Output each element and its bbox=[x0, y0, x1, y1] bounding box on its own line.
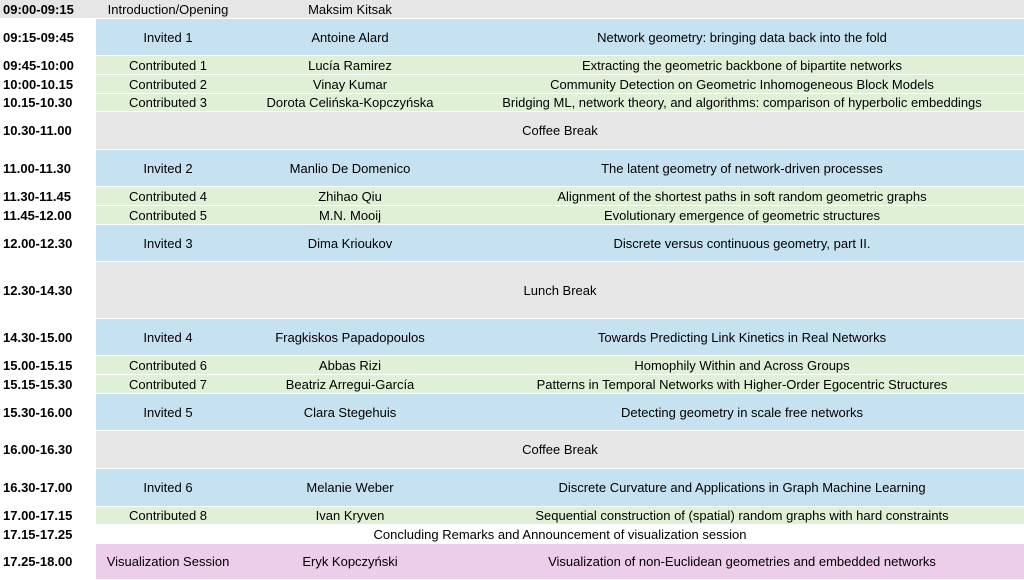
time-cell: 10:00-10.15 bbox=[0, 75, 96, 93]
schedule-row bbox=[0, 469, 1024, 507]
talk-title-cell: Homophily Within and Across Groups bbox=[634, 357, 850, 373]
session-type-cell: Contributed 8 bbox=[128, 508, 208, 523]
schedule-row bbox=[0, 544, 1024, 580]
time-cell: 15.00-15.15 bbox=[0, 356, 96, 374]
talk-title-cell: Alignment of the shortest paths in soft random geometric graphs bbox=[557, 188, 927, 204]
schedule-row bbox=[0, 56, 1024, 75]
schedule-row bbox=[0, 225, 1024, 262]
speaker-cell: Fragkiskos Papadopoulos bbox=[275, 329, 425, 345]
speaker-cell: Lucía Ramirez bbox=[308, 57, 392, 73]
schedule-row bbox=[0, 525, 1024, 544]
speaker-cell: Melanie Weber bbox=[306, 480, 394, 495]
talk-title-cell: Discrete versus continuous geometry, part II. bbox=[613, 235, 871, 251]
talk-title-cell bbox=[460, 0, 1024, 18]
session-label: Coffee Break bbox=[522, 123, 598, 138]
time-cell: 12.00-12.30 bbox=[0, 225, 96, 261]
speaker-cell: Manlio De Domenico bbox=[289, 160, 411, 176]
speaker-cell: Vinay Kumar bbox=[312, 76, 388, 92]
time-cell: 11.45-12.00 bbox=[0, 206, 96, 224]
session-label: Coffee Break bbox=[522, 442, 598, 457]
session-type-cell: Contributed 5 bbox=[128, 207, 208, 223]
session-label: Concluding Remarks and Announcement of visualization session bbox=[373, 526, 747, 542]
talk-title-cell: Network geometry: bringing data back into the fold bbox=[597, 29, 887, 45]
schedule-row bbox=[0, 206, 1024, 225]
time-cell: 16.00-16.30 bbox=[0, 431, 96, 468]
talk-title-cell: Bridging ML, network theory, and algorithms: comparison of hyperbolic embeddings bbox=[502, 95, 982, 110]
schedule-row bbox=[0, 262, 1024, 319]
session-type-cell: Contributed 1 bbox=[128, 57, 208, 73]
session-type-cell: Contributed 3 bbox=[128, 95, 208, 110]
time-cell: 11.30-11.45 bbox=[0, 187, 96, 205]
time-cell: 09:00-09:15 bbox=[0, 0, 96, 18]
session-type-cell: Invited 4 bbox=[143, 329, 193, 345]
talk-title-cell: Discrete Curvature and Applications in Graph Machine Learning bbox=[558, 480, 926, 495]
session-type-cell: Contributed 6 bbox=[128, 357, 208, 373]
schedule-row bbox=[0, 150, 1024, 187]
session-type-cell: Introduction/Opening bbox=[107, 1, 229, 17]
schedule-row bbox=[0, 75, 1024, 94]
schedule-row bbox=[0, 375, 1024, 394]
talk-title-cell: Sequential construction of (spatial) random graphs with hard constraints bbox=[535, 508, 949, 523]
session-type-cell: Contributed 2 bbox=[128, 76, 208, 92]
session-type-cell: Contributed 7 bbox=[128, 376, 208, 392]
schedule-row bbox=[0, 507, 1024, 525]
session-type-cell: Visualization Session bbox=[106, 554, 230, 569]
schedule-row bbox=[0, 112, 1024, 150]
schedule-row bbox=[0, 187, 1024, 206]
talk-title-cell: Visualization of non-Euclidean geometries and embedded networks bbox=[548, 554, 936, 569]
speaker-cell: Abbas Rizi bbox=[318, 357, 382, 373]
schedule-row bbox=[0, 19, 1024, 56]
schedule-row bbox=[0, 431, 1024, 469]
time-cell: 09:15-09:45 bbox=[0, 19, 96, 55]
session-type-cell: Invited 2 bbox=[143, 160, 193, 176]
speaker-cell: Zhihao Qiu bbox=[318, 188, 382, 204]
time-cell: 17.15-17.25 bbox=[0, 525, 96, 543]
speaker-cell: Clara Stegehuis bbox=[303, 404, 397, 420]
schedule-row bbox=[0, 319, 1024, 356]
talk-title-cell: Towards Predicting Link Kinetics in Real Networks bbox=[597, 329, 887, 345]
schedule-row bbox=[0, 356, 1024, 375]
session-type-cell: Invited 5 bbox=[143, 404, 193, 420]
time-cell: 17.00-17.15 bbox=[0, 507, 96, 524]
speaker-cell: Dorota Celińska-Kopczyńska bbox=[266, 95, 434, 110]
speaker-cell: Maksim Kitsak bbox=[308, 1, 392, 17]
speaker-cell: Dima Krioukov bbox=[307, 235, 393, 251]
time-cell: 15.30-16.00 bbox=[0, 394, 96, 430]
time-cell: 10.15-10.30 bbox=[0, 94, 96, 111]
session-type-cell: Contributed 4 bbox=[128, 188, 208, 204]
speaker-cell: Eryk Kopczyński bbox=[302, 554, 398, 569]
time-cell: 15.15-15.30 bbox=[0, 375, 96, 393]
session-type-cell: Invited 1 bbox=[143, 29, 193, 45]
speaker-cell: M.N. Mooij bbox=[318, 207, 382, 223]
talk-title-cell: Evolutionary emergence of geometric structures bbox=[603, 207, 880, 223]
time-cell: 09:45-10:00 bbox=[0, 56, 96, 74]
talk-title-cell: Community Detection on Geometric Inhomogeneous Block Models bbox=[550, 76, 934, 92]
time-cell: 10.30-11.00 bbox=[0, 112, 96, 149]
time-cell: 11.00-11.30 bbox=[0, 150, 96, 186]
speaker-cell: Ivan Kryven bbox=[315, 508, 385, 523]
session-type-cell: Invited 6 bbox=[143, 480, 193, 495]
schedule-row bbox=[0, 94, 1024, 112]
speaker-cell: Antoine Alard bbox=[311, 29, 389, 45]
talk-title-cell: The latent geometry of network-driven processes bbox=[601, 160, 883, 176]
time-cell: 16.30-17.00 bbox=[0, 469, 96, 506]
session-label: Lunch Break bbox=[523, 282, 597, 298]
talk-title-cell: Detecting geometry in scale free networks bbox=[620, 404, 864, 420]
time-cell: 12.30-14.30 bbox=[0, 262, 96, 318]
time-cell: 17.25-18.00 bbox=[0, 544, 96, 579]
talk-title-cell: Patterns in Temporal Networks with Higher-Order Egocentric Structures bbox=[536, 376, 948, 392]
schedule-row bbox=[0, 0, 1024, 19]
speaker-cell: Beatriz Arregui-García bbox=[285, 376, 415, 392]
time-cell: 14.30-15.00 bbox=[0, 319, 96, 355]
schedule-row bbox=[0, 394, 1024, 431]
session-type-cell: Invited 3 bbox=[143, 235, 193, 251]
talk-title-cell: Extracting the geometric backbone of bipartite networks bbox=[581, 57, 903, 73]
